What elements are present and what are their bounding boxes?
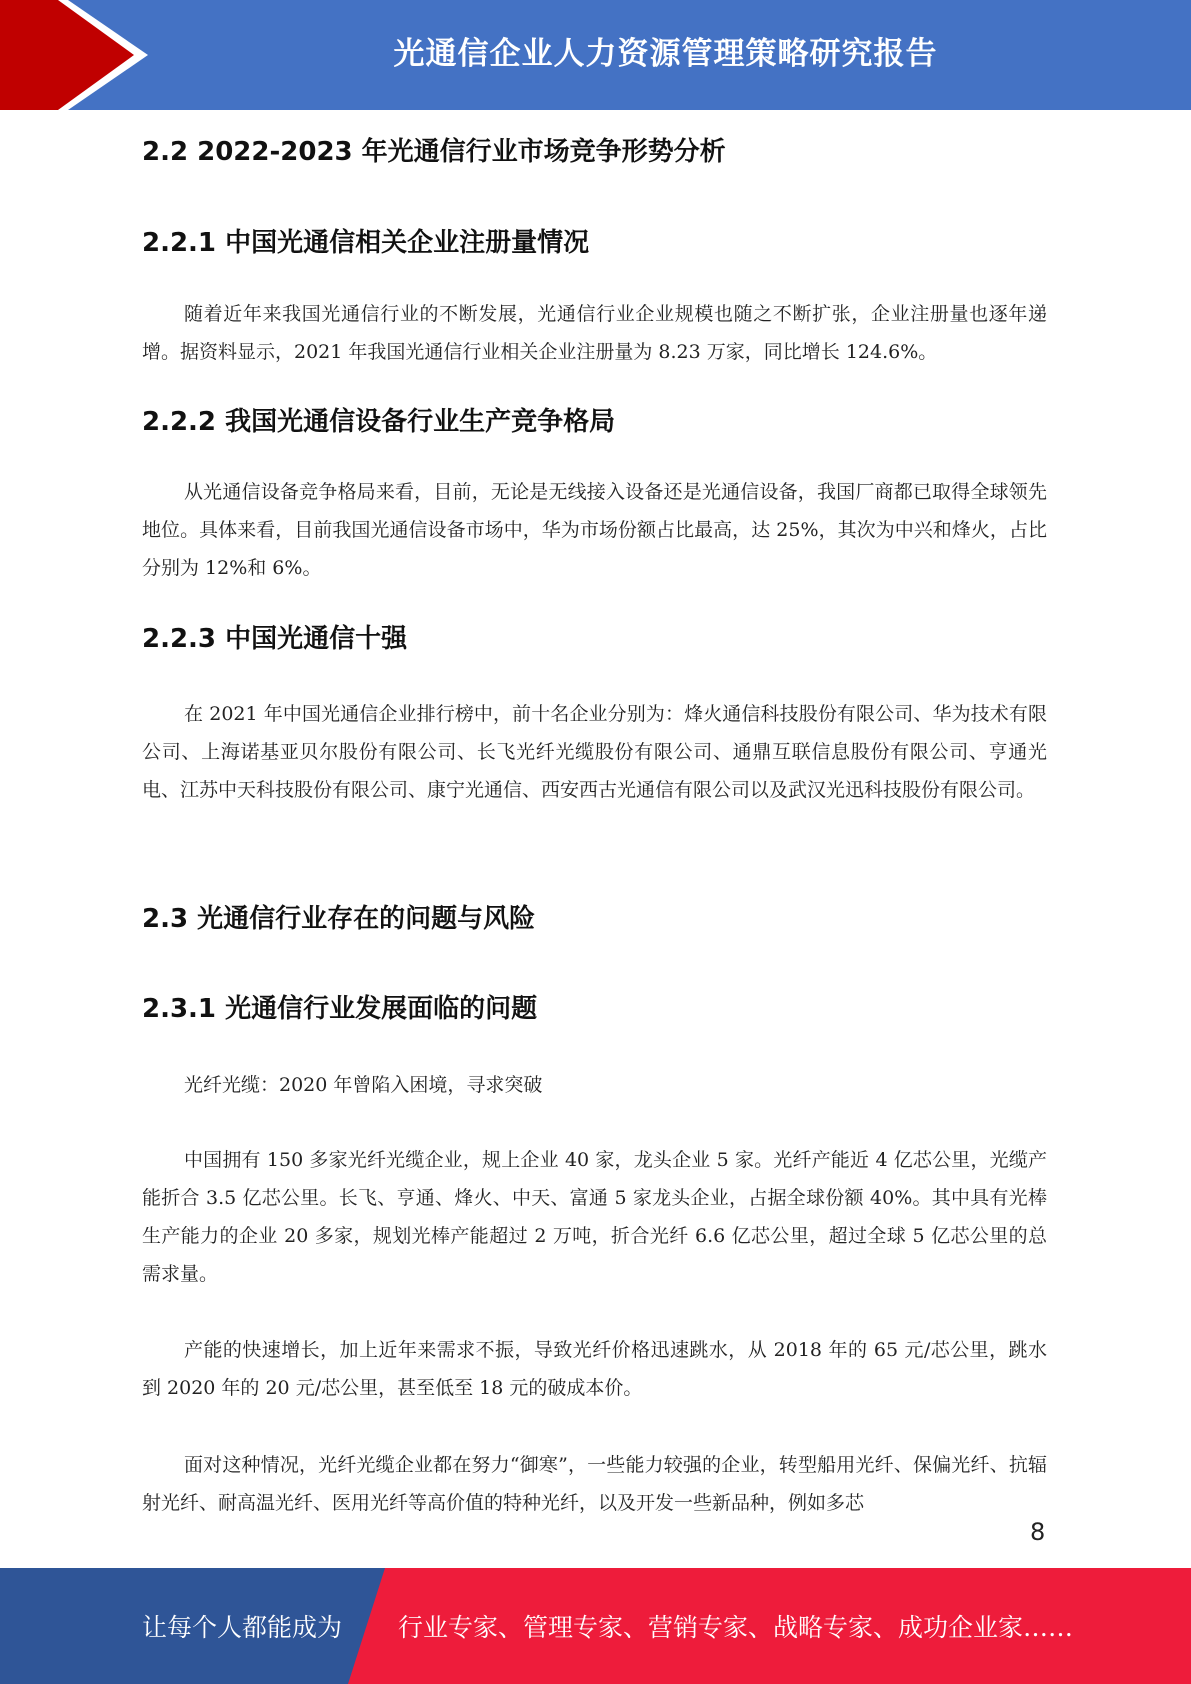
section-2-2-2-paragraph: 从光通信设备竞争格局来看，目前，无论是无线接入设备还是光通信设备，我国厂商都已取得全球领先地位。具体来看，目前我国光通信设备市场中，华为市场份额占比最高，达 25%，其次为中兴和烽火，占比分别为 12%和 6%。 bbox=[142, 481, 1047, 579]
page-footer bbox=[0, 1568, 1191, 1684]
section-2-2-1-heading: 2.2.1 中国光通信相关企业注册量情况 bbox=[142, 228, 590, 258]
section-2-3-1-heading: 2.3.1 光通信行业发展面临的问题 bbox=[142, 994, 538, 1024]
report-title: 光通信企业人力资源管理策略研究报告 bbox=[393, 35, 938, 72]
footer-slogan-right: 行业专家、管理专家、营销专家、战略专家、成功企业家…… bbox=[398, 1613, 1074, 1642]
section-2-2-3-heading: 2.2.3 中国光通信十强 bbox=[142, 624, 408, 654]
section-2-3-1-paragraph-2: 中国拥有 150 多家光纤光缆企业，规上企业 40 家，龙头企业 5 家。光纤产能近 4 亿芯公里，光缆产能折合 3.5 亿芯公里。长飞、亨通、烽火、中天、富通 5 家龙头企业，占据全球份额 40%。其中具有光棒生产能力的企业 20 多家，规划光棒产能超过 2 万吨，折合光纤 6.6 亿芯公里，超过全球 5 亿芯公里的总需求量。 bbox=[142, 1149, 1047, 1285]
section-2-2-1-paragraph: 随着近年来我国光通信行业的不断发展，光通信行业企业规模也随之不断扩张，企业注册量也逐年递增。据资料显示，2021 年我国光通信行业相关企业注册量为 8.23 万家，同比增长 124.6%。 bbox=[142, 303, 1047, 363]
section-2-2-3-paragraph: 在 2021 年中国光通信企业排行榜中，前十名企业分别为：烽火通信科技股份有限公司、华为技术有限公司、上海诺基亚贝尔股份有限公司、长飞光纤光缆股份有限公司、通鼎互联信息股份有限公司、亨通光电、江苏中天科技股份有限公司、康宁光通信、西安西古光通信有限公司以及武汉光迅科技股份有限公司。 bbox=[142, 703, 1047, 801]
page-header bbox=[0, 0, 1191, 110]
section-2-3-1-paragraph-3: 产能的快速增长，加上近年来需求不振，导致光纤价格迅速跳水，从 2018 年的 65 元/芯公里，跳水到 2020 年的 20 元/芯公里，甚至低至 18 元的破成本价。 bbox=[142, 1339, 1047, 1399]
section-2-2-heading: 2.2 2022-2023 年光通信行业市场竞争形势分析 bbox=[142, 137, 726, 167]
section-2-2-2-heading: 2.2.2 我国光通信设备行业生产竞争格局 bbox=[142, 407, 616, 437]
section-2-3-1-paragraph-1: 光纤光缆：2020 年曾陷入困境，寻求突破 bbox=[184, 1074, 543, 1096]
section-2-3-heading: 2.3 光通信行业存在的问题与风险 bbox=[142, 904, 536, 934]
footer-slogan-left: 让每个人都能成为 bbox=[142, 1613, 343, 1642]
section-2-3-1-paragraph-4: 面对这种情况，光纤光缆企业都在努力“御寒”，一些能力较强的企业，转型船用光纤、保偏光纤、抗辐射光纤、耐高温光纤、医用光纤等高价值的特种光纤，以及开发一些新品种，例如多芯 bbox=[142, 1454, 1047, 1514]
page-number: 8 bbox=[1030, 1518, 1046, 1546]
